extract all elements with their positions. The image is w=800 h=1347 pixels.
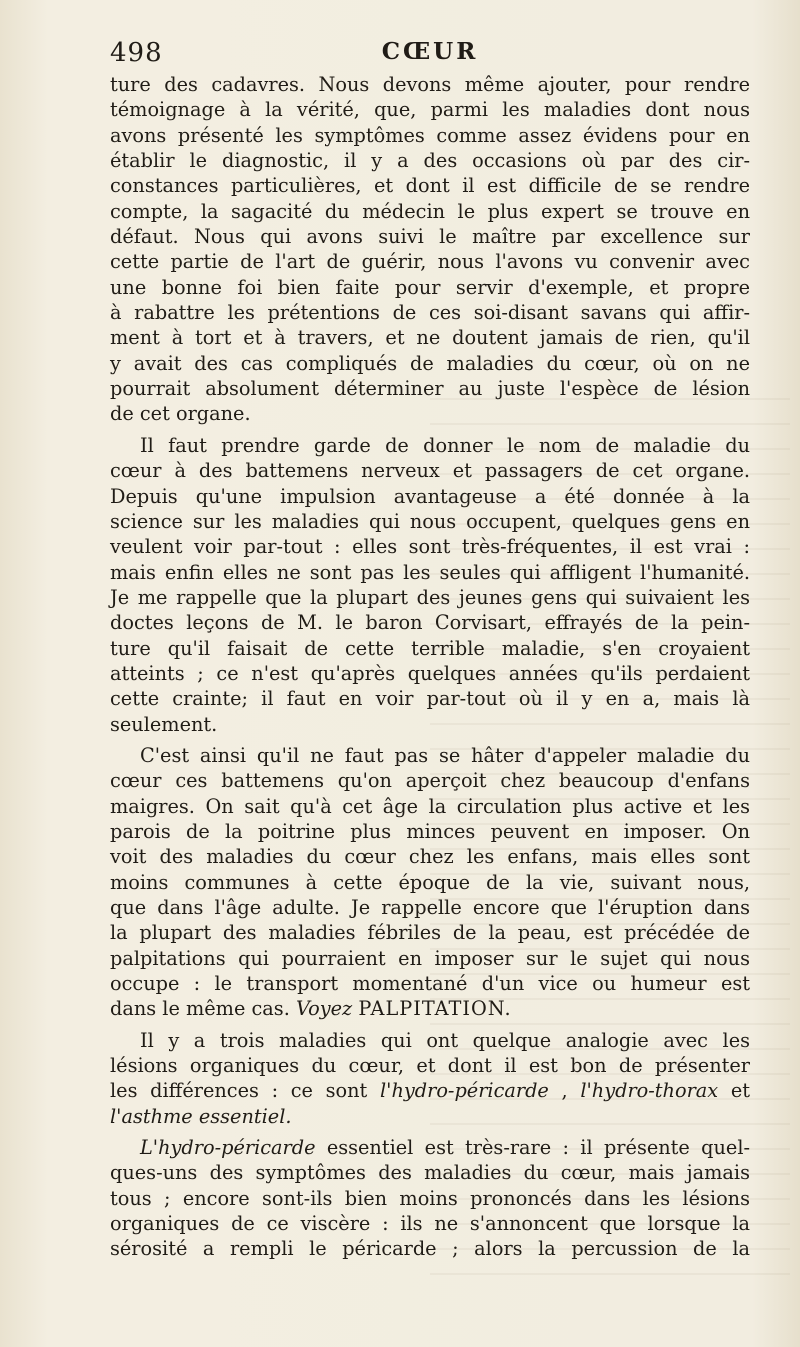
text-line: sérosité a rempli le péricarde ; alors la percussion de la	[110, 1237, 750, 1261]
paragraph-3	[110, 743, 750, 1022]
italic-run: L'hydro-péricarde	[140, 1136, 316, 1160]
paragraph-5	[110, 1135, 750, 1262]
page-number: 498	[110, 38, 163, 68]
paragraph-2	[110, 433, 750, 737]
text-line: constances particulières, et dont il est difficile de se rendre	[110, 174, 750, 198]
text-line: Je me rappelle que la plupart des jeunes gens qui suivaient les	[110, 585, 750, 609]
text-line: moins communes à cette époque de la vie, suivant nous,	[110, 870, 750, 894]
text-line: y avait des cas compliqués de maladies du cœur, où on ne	[110, 351, 750, 375]
text-line: atteints ; ce n'est qu'après quelques années qu'ils perdaient	[110, 661, 750, 685]
running-title: CŒUR	[381, 38, 479, 65]
text-line: science sur les maladies qui nous occupent, quelques gens en	[110, 509, 750, 533]
text-line: cœur à des battemens nerveux et passagers de cet organe.	[110, 459, 750, 483]
text-line: Il y a trois maladies qui ont quelque analogie avec les	[140, 1028, 750, 1052]
text-line	[110, 996, 750, 1021]
text-line: de cet organe.	[110, 402, 251, 426]
paragraph-4	[110, 1028, 750, 1129]
text-line: doctes leçons de M. le baron Corvisart, effrayés de la pein-	[110, 611, 750, 635]
text-run: les différences : ce sont	[110, 1079, 380, 1103]
text-line: C'est ainsi qu'il ne faut pas se hâter d'appeler maladie du	[140, 743, 750, 767]
text-line	[110, 1078, 750, 1103]
text-line: organiques de ce viscère : ils ne s'annoncent que lorsque la	[110, 1212, 750, 1236]
text-line: l'asthme essentiel.	[110, 1104, 292, 1128]
text-line: occupe : le transport momentané d'un vice ou humeur est	[110, 972, 750, 996]
text-line: cette partie de l'art de guérir, nous l'avons vu convenir avec	[110, 250, 750, 274]
text-line: ture qu'il faisait de cette terrible maladie, s'en croyaient	[110, 636, 750, 660]
italic-run: l'hydro-péricarde	[379, 1079, 549, 1103]
text-run: ,	[548, 1079, 581, 1103]
cross-reference: PALPITATION.	[358, 997, 512, 1021]
text-line: pourrait absolument déterminer au juste l'espèce de lésion	[110, 377, 750, 401]
italic-run: Voyez	[295, 997, 353, 1021]
text-line	[110, 1135, 750, 1160]
text-line: ment à tort et à travers, et ne doutent jamais de rien, qu'il	[110, 326, 750, 350]
text-line: mais enfin elles ne sont pas les seules qui affligent l'humanité.	[110, 560, 750, 584]
text-line: cette crainte; il faut en voir par-tout où il y en a, mais là	[110, 687, 750, 711]
text-line: parois de la poitrine plus minces peuvent en imposer. On	[110, 819, 750, 843]
text-line: Il faut prendre garde de donner le nom de maladie du	[140, 433, 750, 457]
text-line: ture des cadavres. Nous devons même ajouter, pour rendre	[110, 73, 750, 96]
text-line: ques-uns des symptômes des maladies du cœur, mais jamais	[110, 1161, 750, 1185]
body-text	[110, 72, 750, 1268]
text-run: et	[718, 1079, 751, 1103]
text-line: cœur ces battemens qu'on aperçoit chez beaucoup d'enfans	[110, 769, 750, 793]
text-line: défaut. Nous qui avons suivi le maître par excellence sur	[110, 225, 750, 249]
text-line: seulement.	[110, 712, 218, 736]
text-line: tous ; encore sont-ils bien moins prononcés dans les lésions	[110, 1186, 750, 1210]
text-line: établir le diagnostic, il y a des occasions où par des cir-	[110, 149, 750, 173]
text-line: palpitations qui pourraient en imposer sur le sujet qui nous	[110, 946, 750, 970]
text-line: une bonne foi bien faite pour servir d'exemple, et propre	[110, 275, 750, 299]
page-header	[110, 38, 750, 70]
text-run: dans le même cas.	[110, 997, 296, 1021]
text-line: à rabattre les prétentions de ces soi-disant savans qui affir-	[110, 301, 750, 325]
text-line: maigres. On sait qu'à cet âge la circulation plus active et les	[110, 794, 750, 818]
text-line: la plupart des maladies fébriles de la peau, est précédée de	[110, 921, 750, 945]
text-line: lésions organiques du cœur, et dont il est bon de présenter	[110, 1054, 750, 1078]
text-line: avons présenté les symptômes comme assez évidens pour en	[110, 123, 750, 147]
text-line: que dans l'âge adulte. Je rappelle encore que l'éruption dans	[110, 896, 750, 919]
text-line: voit des maladies du cœur chez les enfans, mais elles sont	[110, 845, 750, 869]
text-line: témoignage à la vérité, que, parmi les maladies dont nous	[110, 98, 750, 122]
text-line: veulent voir par-tout : elles sont très-fréquentes, il est vrai :	[110, 535, 750, 559]
italic-run: l'hydro-thorax	[580, 1079, 719, 1103]
text-line: Depuis qu'une impulsion avantageuse a été donnée à la	[110, 484, 750, 508]
text-run: essentiel est très-rare : il présente quel-	[315, 1136, 750, 1160]
text-line: compte, la sagacité du médecin le plus expert se trouve en	[110, 199, 750, 223]
paragraph-1	[110, 72, 750, 427]
